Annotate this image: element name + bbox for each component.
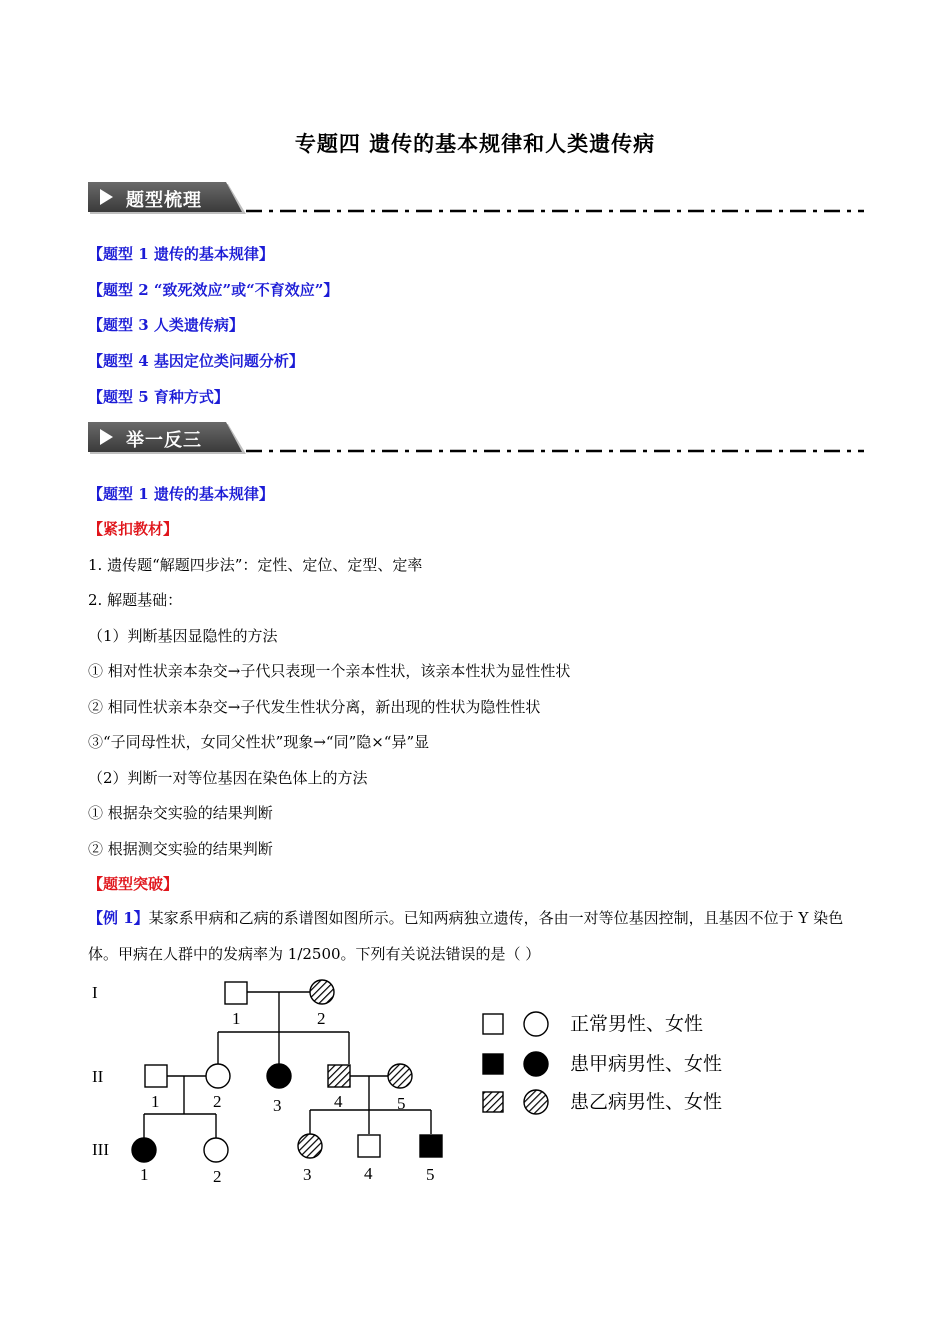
legend-circle-disease-a-icon (524, 1052, 548, 1076)
gen3-number: 3 (303, 1165, 312, 1184)
page-title: 专题四 遗传的基本规律和人类遗传病 (294, 132, 656, 156)
gen3-number: 5 (426, 1165, 435, 1184)
legend-normal: 正常男性、女性 (570, 1013, 704, 1035)
gen2-female-normal (206, 1064, 230, 1088)
legend-disease-a: 患甲病男性、女性 (570, 1053, 723, 1075)
breakthrough-label: 【题型突破】 (88, 875, 179, 893)
text-line-4: ① 相对性状亲本杂交→子代只表现一个亲本性状，该亲本性状为显性性状 (88, 662, 571, 680)
legend-disease-b: 患乙病男性、女性 (570, 1091, 723, 1113)
textbook-label: 【紧扣教材】 (88, 520, 179, 538)
gen1-female-disease-b (310, 980, 334, 1004)
text-line-1: 1. 遗传题“解题四步法”：定性、定位、定型、定率 (88, 556, 423, 574)
banner-label: 题型梳理 (126, 190, 202, 211)
gen3-number: 2 (213, 1167, 222, 1186)
gen2-male-normal (145, 1065, 167, 1087)
toc-item-3[interactable]: 【题型 3 人类遗传病】 (88, 316, 244, 334)
text-line-5: ② 相同性状亲本杂交→子代发生性状分离，新出现的性状为隐性性状 (88, 698, 541, 716)
gen3-number: 1 (140, 1165, 149, 1184)
gen2-number: 2 (213, 1092, 222, 1111)
text-line-6: ③“子同母性状，女同父性状”现象→“同”隐×“异”显 (88, 733, 430, 751)
generation-label-1: I (92, 983, 98, 1002)
generation-label-2: II (92, 1067, 104, 1086)
gen3-male-disease-a (420, 1135, 442, 1157)
gen3-female-disease-a (132, 1138, 156, 1162)
toc-item-4[interactable]: 【题型 4 基因定位类问题分析】 (88, 352, 304, 370)
example-paragraph (88, 900, 858, 972)
text-line-3: （1）判断基因显隐性的方法 (88, 627, 278, 645)
toc-item-1[interactable]: 【题型 1 遗传的基本规律】 (88, 245, 274, 263)
legend-square-disease-a-icon (483, 1054, 503, 1074)
section-heading: 【题型 1 遗传的基本规律】 (88, 485, 274, 503)
generation-label-3: III (92, 1140, 109, 1159)
gen1-male-normal (225, 982, 247, 1004)
toc-item-5[interactable]: 【题型 5 育种方式】 (88, 388, 229, 406)
example-label: 【例 1】 (88, 909, 149, 927)
gen1-number: 1 (232, 1009, 241, 1028)
text-line-8: ① 根据杂交实验的结果判断 (88, 804, 273, 822)
section-banner-overview (88, 182, 864, 216)
gen2-number: 5 (397, 1094, 406, 1113)
legend-circle-disease-b-icon (524, 1090, 548, 1114)
pedigree-diagram (86, 974, 766, 1198)
text-line-2: 2. 解题基础： (88, 591, 183, 609)
text-line-9: ② 根据测交实验的结果判断 (88, 840, 273, 858)
gen2-female-disease-b (388, 1064, 412, 1088)
gen3-male-normal (358, 1135, 380, 1157)
gen2-male-disease-b (328, 1065, 350, 1087)
gen2-number: 3 (273, 1096, 282, 1115)
banner-graphic (88, 182, 864, 216)
legend-square-disease-b-icon (483, 1092, 503, 1112)
gen3-female-normal (204, 1138, 228, 1162)
gen2-number: 1 (151, 1092, 160, 1111)
gen2-female-disease-a (267, 1064, 291, 1088)
gen1-number: 2 (317, 1009, 326, 1028)
banner-label: 举一反三 (126, 430, 202, 451)
gen3-female-disease-b (298, 1134, 322, 1158)
banner-graphic (88, 422, 864, 456)
gen2-number: 4 (334, 1092, 343, 1111)
pedigree-svg (86, 974, 766, 1194)
example-text: 某家系甲病和乙病的系谱图如图所示。已知两病独立遗传，各由一对等位基因控制，且基因不位于 Y 染色体。甲病在人群中的发病率为 1/2500。下列有关说法错误的是（ ） (88, 909, 844, 963)
toc-item-2[interactable]: 【题型 2 “致死效应”或“不育效应”】 (88, 281, 339, 299)
legend-square-normal-icon (483, 1014, 503, 1034)
pedigree-legend (483, 1012, 722, 1114)
gen3-number: 4 (364, 1164, 373, 1183)
text-line-7: （2）判断一对等位基因在染色体上的方法 (88, 769, 368, 787)
legend-circle-normal-icon (524, 1012, 548, 1036)
section-banner-practice (88, 422, 864, 456)
